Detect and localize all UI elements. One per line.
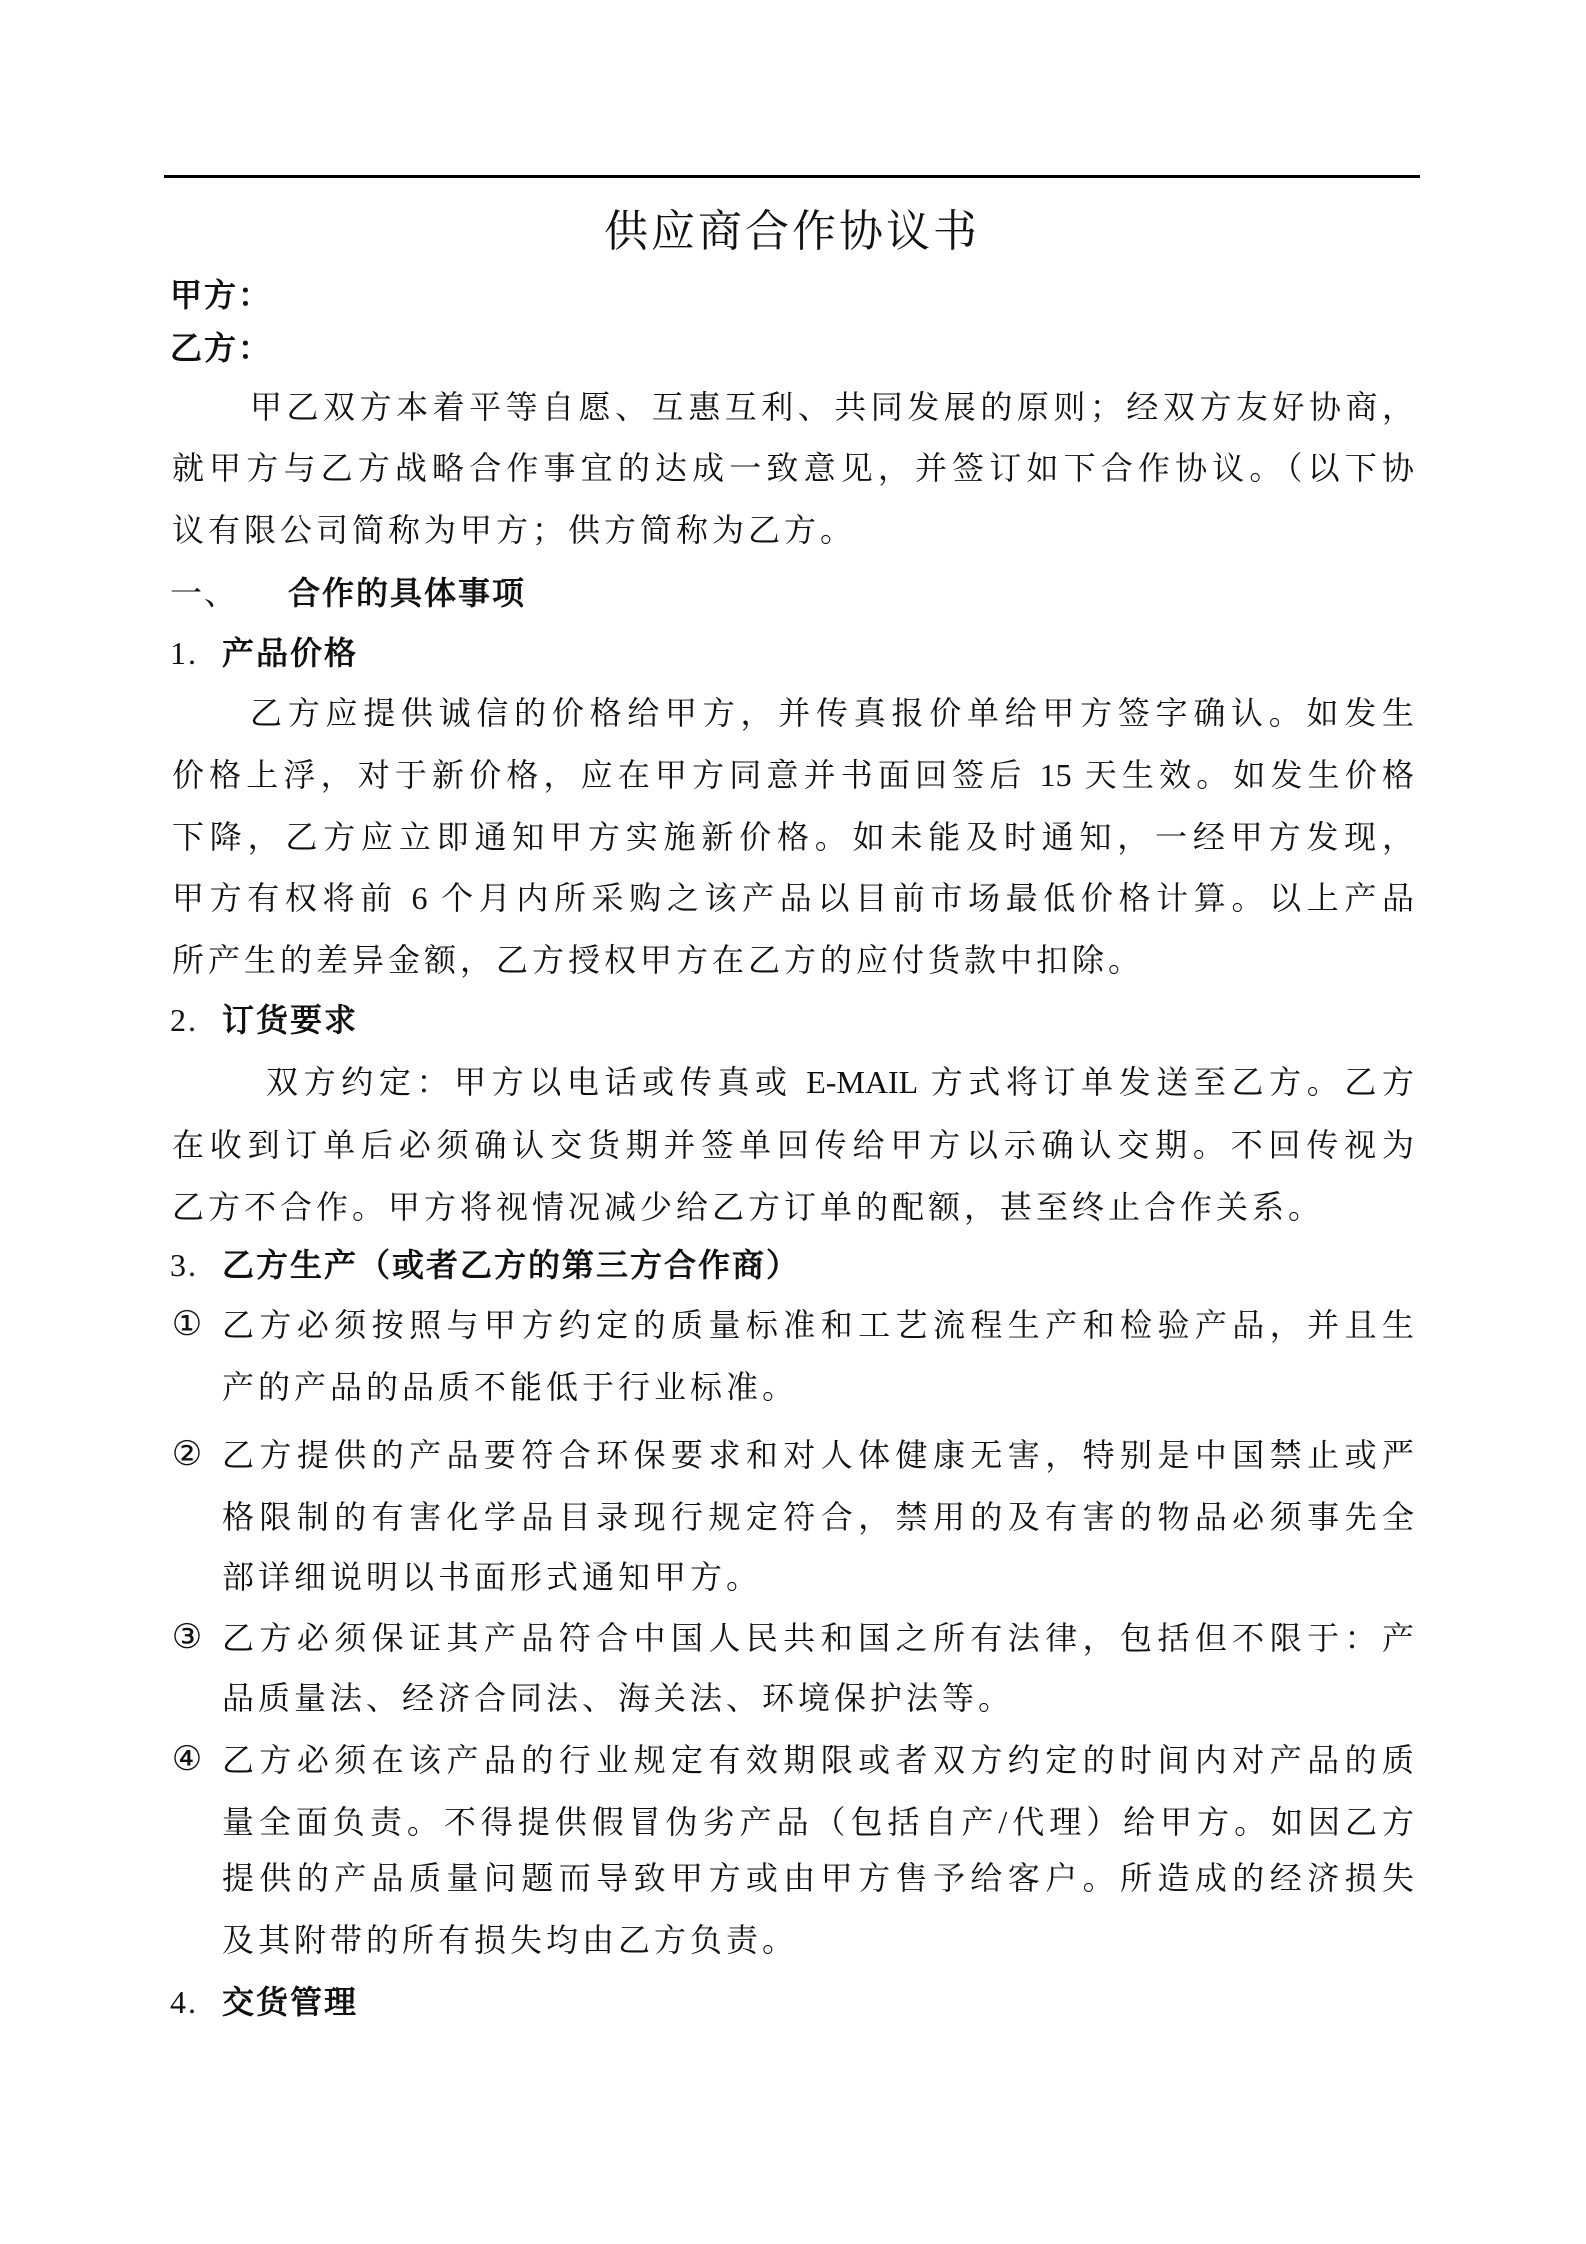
clause-heading-4	[170, 1980, 358, 2024]
intro-line: 就甲方与乙方战略合作事宜的达成一致意见，并签订如下合作协议。（以下协	[172, 450, 1414, 486]
clause-3-item-line: 乙方必须保证其产品符合中国人民共和国之所有法律，包括但不限于：产	[222, 1620, 1414, 1656]
section-number: 一、	[170, 575, 239, 611]
clause-3-item-line: 乙方提供的产品要符合环保要求和对人体健康无害，特别是中国禁止或严	[222, 1437, 1414, 1473]
clause-3-item-line: 乙方必须按照与甲方约定的质量标准和工艺流程生产和检验产品，并且生	[222, 1307, 1414, 1343]
clause-title: 产品价格	[222, 635, 359, 671]
clause-number: 2.	[170, 1002, 198, 1038]
item-marker-1: ①	[171, 1306, 203, 1343]
clause-title: 订货要求	[222, 1002, 359, 1038]
intro-line: 甲乙双方本着平等自愿、互惠互利、共同发展的原则；经双方友好协商，	[250, 389, 1414, 425]
clause-1-line: 甲方有权将前 6 个月内所采购之该产品以目前市场最低价格计算。以上产品	[172, 880, 1414, 916]
clause-title: 交货管理	[222, 1984, 359, 2020]
clause-number: 1.	[170, 635, 198, 671]
clause-3-item-line: 品质量法、经济合同法、海关法、环境保护法等。	[222, 1680, 1015, 1716]
party-b-label: 乙方：	[170, 330, 273, 366]
clause-1-line: 乙方应提供诚信的价格给甲方，并传真报价单给甲方签字确认。如发生	[250, 695, 1414, 731]
party-a-label: 甲方：	[170, 277, 273, 313]
item-marker-2: ②	[171, 1436, 203, 1473]
clause-3-item-line: 量全面负责。不得提供假冒伪劣产品（包括自产/代理）给甲方。如因乙方	[222, 1804, 1414, 1840]
clause-heading-2	[170, 998, 358, 1042]
document-title: 供应商合作协议书	[604, 207, 980, 256]
clause-2-line: 在收到订单后必须确认交货期并签单回传给甲方以示确认交期。不回传视为	[172, 1127, 1414, 1163]
section-heading-1	[170, 571, 526, 615]
clause-3-item-line: 格限制的有害化学品目录现行规定符合，禁用的及有害的物品必须事先全	[222, 1499, 1414, 1535]
clause-3-item-line: 提供的产品质量问题而导致甲方或由甲方售予给客户。所造成的经济损失	[222, 1860, 1414, 1896]
intro-line: 议有限公司简称为甲方；供方简称为乙方。	[172, 512, 857, 548]
clause-number: 3.	[170, 1247, 198, 1283]
clause-1-line: 价格上浮，对于新价格，应在甲方同意并书面回签后 15 天生效。如发生价格	[172, 757, 1414, 793]
clause-3-item-line: 产的产品的品质不能低于行业标准。	[222, 1369, 799, 1405]
clause-heading-1	[170, 631, 358, 675]
clause-title: 乙方生产（或者乙方的第三方合作商）	[222, 1247, 801, 1283]
clause-number: 4.	[170, 1984, 198, 2020]
clause-2-line: 乙方不合作。甲方将视情况减少给乙方订单的配额，甚至终止合作关系。	[172, 1189, 1325, 1225]
section-title: 合作的具体事项	[288, 575, 527, 611]
header-rule	[164, 175, 1420, 178]
clause-3-item-line: 部详细说明以书面形式通知甲方。	[222, 1559, 763, 1595]
item-marker-3: ③	[171, 1619, 203, 1656]
item-marker-4: ④	[171, 1741, 203, 1778]
clause-3-item-line: 乙方必须在该产品的行业规定有效期限或者双方约定的时间内对产品的质	[222, 1742, 1414, 1778]
clause-1-line: 所产生的差异金额，乙方授权甲方在乙方的应付货款中扣除。	[172, 942, 1145, 978]
clause-1-line: 下降，乙方应立即通知甲方实施新价格。如未能及时通知，一经甲方发现，	[172, 819, 1414, 855]
clause-2-line: 双方约定：甲方以电话或传真或 E-MAIL 方式将订单发送至乙方。乙方	[266, 1064, 1414, 1100]
clause-3-item-line: 及其附带的所有损失均由乙方负责。	[222, 1922, 799, 1958]
clause-heading-3	[170, 1243, 800, 1287]
